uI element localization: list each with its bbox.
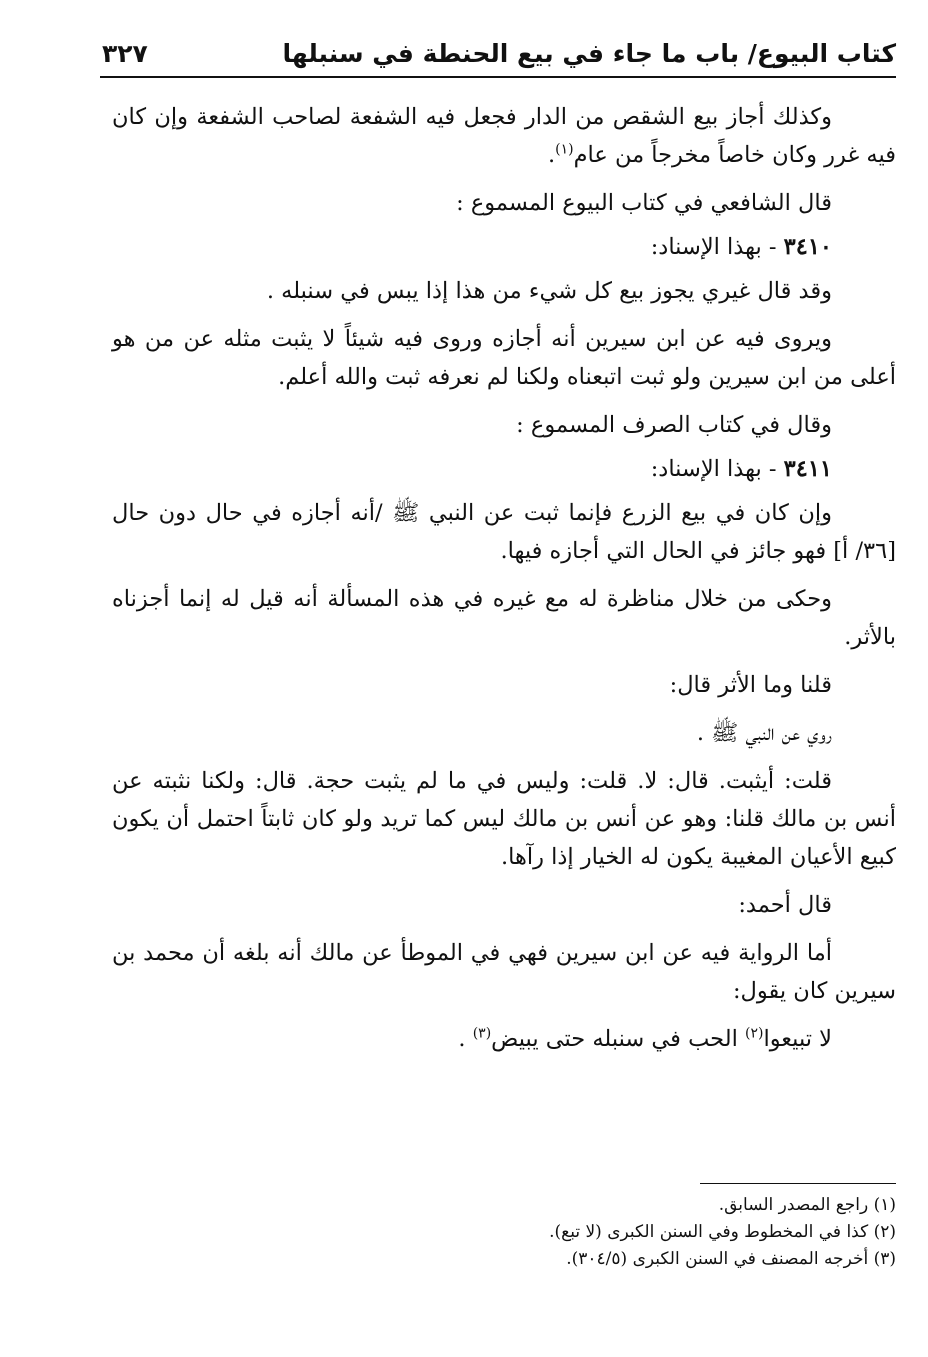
main-text (112, 98, 896, 1068)
paragraph: وحكى من خلال مناظرة له مع غيره في هذه المسألة أنه قيل له إنما أجزناه بالأثر. (112, 586, 896, 650)
paragraph: قلنا وما الأثر قال: (669, 672, 832, 698)
paragraph: قلت: أيثبت. قال: لا. قلت: وليس في ما لم يثبت حجة. قال: ولكنا نثبته عن أنس بن مالك قلنا: وهو عن أنس بن مالك ليس كما تريد ولو كان ثابتاً احتمل أن يكون كبيع الأعيان المغيبة يكون له الخيار إذا رآها. (112, 768, 896, 870)
footnote-ref: (٢) (744, 1025, 764, 1042)
paragraph-text: وكذلك أجاز بيع الشقص من الدار فجعل فيه الشفعة لصاحب الشفعة وإن كان فيه غرر وكان خاصاً مخرجاً من عام (112, 104, 896, 168)
running-title: كتاب البيوع/ باب ما جاء في بيع الحنطة في سنبلها (282, 39, 896, 68)
paragraph-end: . (458, 1026, 473, 1052)
header-rule (100, 76, 896, 78)
paragraph (112, 98, 896, 174)
hadith-heading (112, 450, 896, 488)
hadith-number: ٣٤١٠ (783, 234, 832, 260)
paragraph: أما الرواية فيه عن ابن سيرين فهي في الموطأ عن مالك أنه بلغه أن محمد بن سيرين كان يقول: (112, 940, 896, 1004)
paragraph-text: لا تبيعوا (763, 1026, 832, 1052)
page-header (100, 34, 896, 80)
paragraph (112, 1020, 896, 1058)
footnotes (380, 1192, 896, 1273)
footnote: (٣) أخرجه المصنف في السنن الكبرى (٣٠٤/٥). (566, 1249, 896, 1269)
paragraph-end: . (547, 142, 556, 168)
footnote: (١) راجع المصدر السابق. (718, 1195, 896, 1215)
footnote: (٢) كذا في المخطوط وفي السنن الكبرى (لا تبع). (549, 1222, 896, 1242)
footnote-ref: (٣) (472, 1025, 492, 1042)
footnote-ref: (١) (555, 141, 574, 158)
page-number: ٣٢٧ (102, 39, 148, 68)
hadith-heading-text: - بهذا الإسناد: (650, 234, 784, 260)
footnote-separator (700, 1183, 896, 1184)
paragraph: وقد قال غيري يجوز بيع كل شيء من هذا إذا يبس في سنبله . (266, 278, 832, 304)
paragraph: وقال في كتاب الصرف المسموع : (516, 412, 832, 438)
hadith-heading-text: - بهذا الإسناد: (650, 456, 784, 482)
paragraph-text: الحب في سنبله حتى يبيض (491, 1026, 745, 1052)
hadith-number: ٣٤١١ (783, 456, 832, 482)
paragraph: قال الشافعي في كتاب البيوع المسموع : (456, 190, 832, 216)
paragraph: ويروى فيه عن ابن سيرين أنه أجازه وروى فيه شيئاً لا يثبت مثله عن من هو أعلى من ابن سيرين ولو ثبت اتبعناه ولكنا لم نعرفه ثبت والله أعلم. (112, 326, 896, 390)
paragraph: روي عن النبي ﷺ . (696, 720, 832, 746)
paragraph: قال أحمد: (738, 892, 832, 918)
paragraph: وإن كان في بيع الزرع فإنما ثبت عن النبي ﷺ /أنه أجازه في حال دون حال [٣٦/ أ] فهو جائز في الحال التي أجازه فيها. (112, 500, 896, 564)
hadith-heading (112, 228, 896, 266)
